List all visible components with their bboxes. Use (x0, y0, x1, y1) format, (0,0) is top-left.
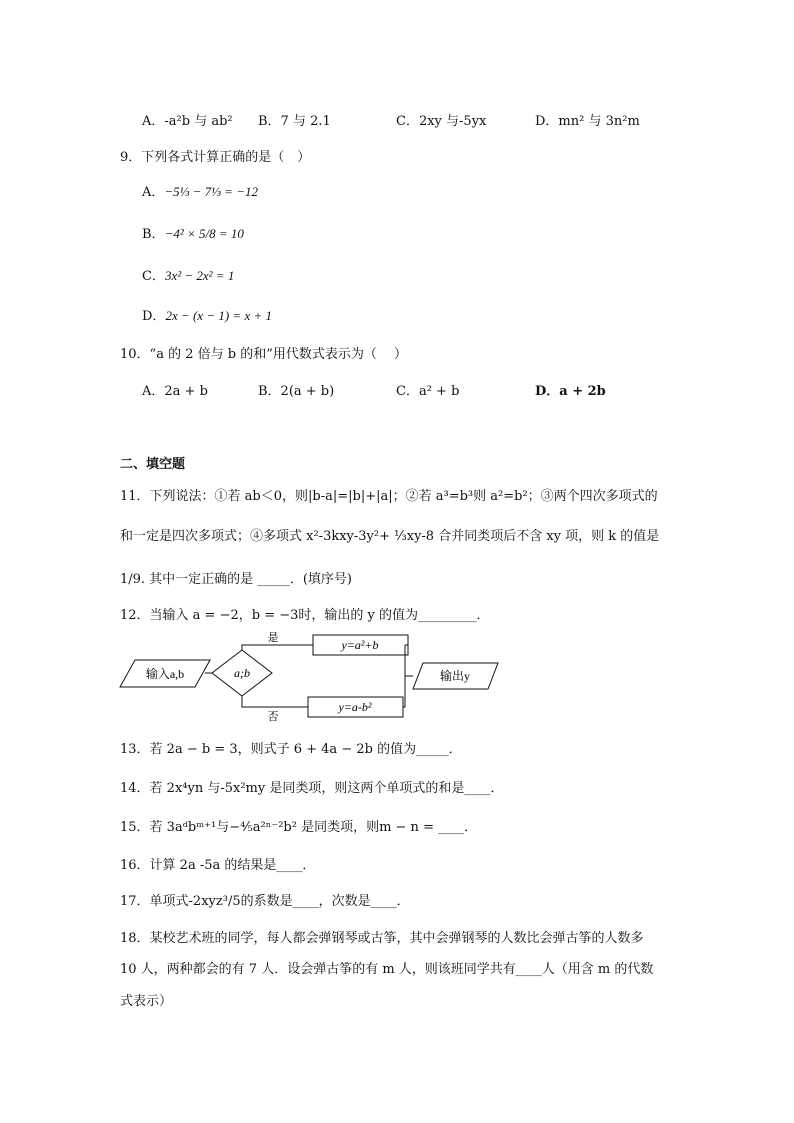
q12-stem: 12．当输入 a = −2，b = −3时，输出的 y 的值为_________． (120, 608, 490, 623)
q15: 15．若 3aᵈbᵐ⁺¹与−⁴⁄₅a²ⁿ⁻²b² 是同类项，则m − n = ____． (120, 820, 478, 835)
q11-line3 (120, 568, 352, 587)
q8-option-b: B．7 与 2.1 (258, 114, 331, 129)
flow-input-label: 输入a,b (145, 667, 185, 681)
q18-line1: 18．某校艺术班的同学，每人都会弹钢琴或古筝，其中会弹钢琴的人数比会弹古筝的人数多 (120, 931, 644, 946)
q8-option-d: D．mn² 与 3n²m (535, 114, 640, 129)
q14: 14．若 2x⁴yn 与-5x²my 是同类项，则这两个单项式的和是____． (120, 781, 504, 796)
q11-line2: 和一定是四次多项式；④多项式 x²-3kxy-3y²+ ⅓xy-8 合并同类项后不含 xy 项，则 k 的值是 (120, 529, 660, 544)
q18-line3: 式表示） (120, 994, 173, 1009)
q11-fraction: 1/9 (120, 572, 141, 587)
q9-option-b-expr: −4² × 5/8 = 10 (164, 226, 244, 241)
q12-flowchart (115, 627, 505, 727)
q17: 17．单项式-2xyz³/5的系数是____，次数是____． (120, 894, 410, 909)
q9-option-a-expr: −5⅓ − 7⅓ = −12 (164, 184, 258, 199)
flow-output-label: 输出y (439, 669, 471, 683)
q9-option-d (142, 305, 272, 324)
q9-option-c (142, 265, 234, 284)
q18-line2: 10 人，两种都会的有 7 人．设会弹古筝的有 m 人，则该班同学共有____人（用含 m 的代数 (120, 962, 654, 977)
q9-option-b-label: B． (142, 227, 165, 242)
q13: 13．若 2a − b = 3，则式子 6 + 4a − 2b 的值为_____． (120, 742, 462, 757)
q9-option-b (142, 223, 244, 242)
q8-option-c: C．2xy 与-5yx (396, 114, 487, 129)
q10-option-d: D．a + 2b (535, 384, 606, 399)
section-title: 二、填空题 (120, 457, 186, 472)
flow-yes-line (242, 645, 313, 650)
q9-option-d-label: D． (142, 309, 166, 324)
q9-option-a-label: A． (142, 185, 165, 200)
flow-decision-label: a;b (234, 666, 250, 680)
q9-option-c-label: C． (142, 269, 165, 284)
q9-option-c-expr: 3x² − 2x² = 1 (164, 268, 235, 283)
q10-option-c: C．a² + b (396, 384, 460, 399)
q9-stem: 9．下列各式计算正确的是（ ） (120, 150, 311, 165)
q8-option-a: A．-a²b 与 ab² (142, 114, 233, 129)
q11-line1: 11．下列说法：①若 ab＜0，则|b-a|=|b|+|a|；②若 a³=b³则 a²=b²；③两个四次多项式的 (120, 489, 658, 504)
flow-yes-box-label: y=a²+b (341, 638, 379, 652)
q10-option-b: B．2(a + b) (258, 384, 335, 399)
q10-stem: 10．“a 的 2 倍与 b 的和”用代数式表示为（ ） (120, 347, 407, 362)
flow-no-label: 否 (267, 711, 279, 723)
q9-option-d-expr: 2x − (x − 1) = x + 1 (165, 308, 272, 323)
q16: 16．计算 2a -5a 的结果是____． (120, 858, 316, 873)
flow-no-line (242, 696, 308, 707)
flow-yes-label: 是 (267, 632, 279, 644)
q10-option-a: A．2a + b (142, 384, 208, 399)
q9-option-a (142, 181, 258, 200)
flow-no-box-label: y=a-b² (338, 700, 372, 714)
q11-line3-text: . 其中一定正确的是 _____．(填序号) (140, 572, 352, 587)
